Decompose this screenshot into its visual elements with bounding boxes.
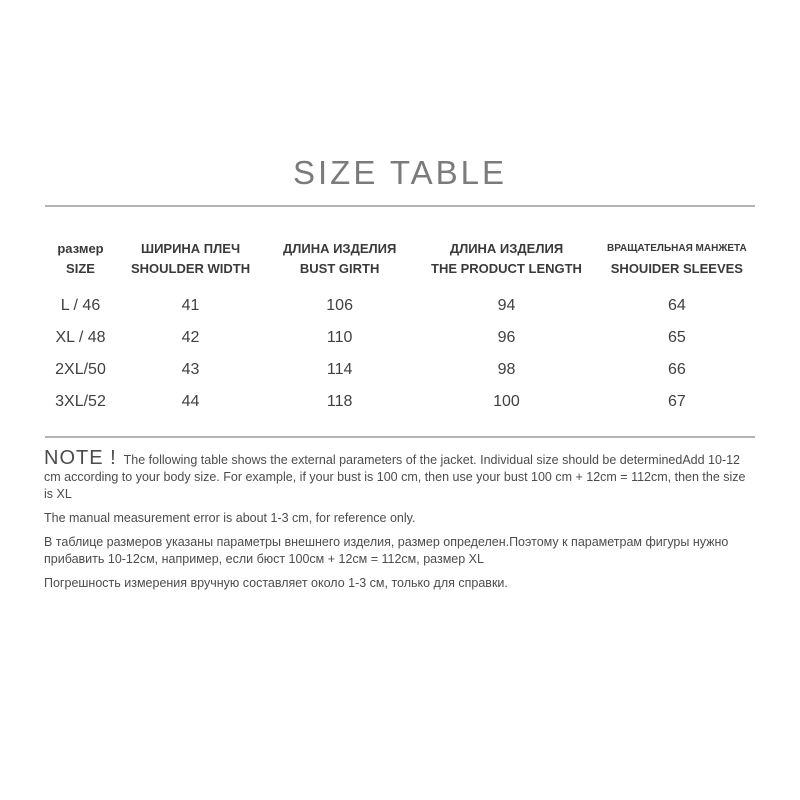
- header-product-length-en: THE PRODUCT LENGTH: [431, 261, 582, 276]
- header-shoulder-width-ru: ШИРИНА ПЛЕЧ: [141, 241, 241, 256]
- header-shoulder-width-en: SHOULDER WIDTH: [130, 261, 251, 276]
- header-size-ru: размер: [57, 241, 104, 256]
- row-bust-girth-value: 110: [326, 329, 353, 346]
- size-table: [45, 241, 755, 410]
- row-bust-girth-value: 106: [326, 297, 353, 314]
- note-paragraph-ru-2: Погрешность измерения вручную составляет около 1-3 см, только для справки.: [44, 576, 508, 590]
- bottom-divider: [45, 436, 755, 438]
- page-title: SIZE TABLE: [292, 154, 507, 191]
- row-product-length-value: 100: [493, 393, 520, 410]
- row-bust-girth-value: 114: [326, 361, 353, 378]
- row-shoulder-sleeves-value: 65: [667, 329, 686, 346]
- header-bust-girth: [265, 241, 414, 277]
- table-row: [45, 298, 755, 314]
- note-paragraph-ru-1: В таблице размеров указаны параметры внешнего изделия, размер определен.Поэтому к параметрам фигуры нужно прибавить 10-12см, например, если бюст 100см + 12см = 112см, размер XL: [44, 535, 729, 566]
- row-shoulder-sleeves-value: 66: [667, 361, 686, 378]
- row-size-label: L / 46: [60, 297, 101, 314]
- header-product-length-ru: ДЛИНА ИЗДЕЛИЯ: [449, 241, 564, 256]
- row-size-label: 2XL/50: [55, 361, 106, 378]
- row-size-label: 3XL/52: [55, 393, 106, 410]
- header-size: [45, 241, 116, 277]
- header-bust-girth-en: BUST GIRTH: [299, 261, 380, 276]
- top-divider: [45, 205, 755, 207]
- row-size-label: XL / 48: [55, 329, 106, 346]
- row-shoulder-width-value: 44: [181, 393, 200, 410]
- note-text-en-1: The following table shows the external parameters of the jacket. Individual size should be determinedAdd 10-12 cm according to your body size. For example, if your bust is 100 cm, then use your bust 100 cm + 12cm = 112cm, then the size is XL: [44, 453, 746, 501]
- row-shoulder-sleeves-value: 64: [667, 297, 686, 314]
- header-shoulder-sleeves-ru: ВРАЩАТЕЛЬНАЯ МАНЖЕТА: [607, 243, 747, 254]
- row-shoulder-width-value: 43: [181, 361, 200, 378]
- header-product-length: [414, 241, 599, 277]
- row-shoulder-width-value: 42: [181, 329, 200, 346]
- table-row: [45, 394, 755, 410]
- table-row: [45, 330, 755, 346]
- header-shoulder-width: [116, 241, 265, 277]
- table-row: [45, 362, 755, 378]
- row-product-length-value: 96: [497, 329, 516, 346]
- note-paragraph-en-2: The manual measurement error is about 1-3 cm, for reference only.: [44, 511, 416, 525]
- notes-section: [44, 447, 756, 592]
- row-shoulder-sleeves-value: 67: [667, 393, 686, 410]
- note-label: NOTE !: [44, 447, 117, 469]
- row-product-length-value: 98: [497, 361, 516, 378]
- note-paragraph-en-1: [44, 447, 756, 503]
- row-product-length-value: 94: [497, 297, 516, 314]
- header-shoulder-sleeves: [599, 241, 755, 277]
- table-header-row: [45, 241, 755, 277]
- row-bust-girth-value: 118: [326, 393, 353, 410]
- header-size-en: SIZE: [66, 261, 95, 276]
- row-shoulder-width-value: 41: [181, 297, 200, 314]
- header-shoulder-sleeves-en: SHOUIDER SLEEVES: [610, 261, 743, 276]
- header-bust-girth-ru: ДЛИНА ИЗДЕЛИЯ: [282, 241, 397, 256]
